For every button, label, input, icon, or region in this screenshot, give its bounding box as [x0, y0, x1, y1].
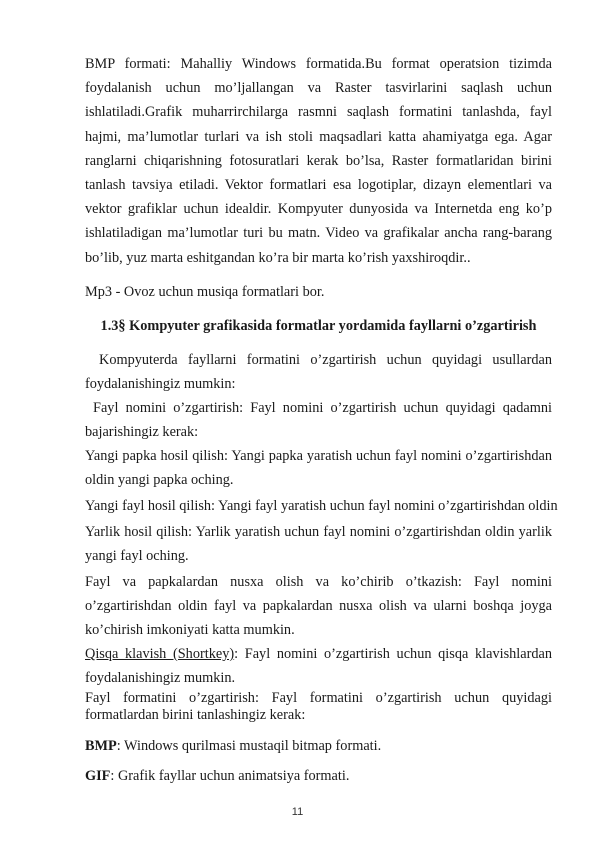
- hotkey-link[interactable]: Qisqa klavish (Shortkey): [85, 646, 235, 662]
- paragraph-new-file: Yangi fayl hosil qilish: Yangi fayl yaratish uchun fayl nomini o’zgartirishdan oldin: [85, 498, 558, 514]
- hotkey-text: : Fayl nomini o’zgartirish uchun qisqa klavishlardan foydalanishingiz mumkin.: [85, 646, 553, 687]
- paragraph-change-format: Fayl formatini o’zgartirish: Fayl formatini o’zgartirish uchun quyidagi formatlardan birini tanlashingiz kerak:: [85, 690, 552, 723]
- gif-description: : Grafik fayllar uchun animatsiya formati.: [110, 768, 350, 784]
- section-heading: 1.3§ Kompyuter grafikasida formatlar yordamida fayllarni o’zgartirish: [100, 318, 537, 334]
- paragraph-intro: Kompyuterda fayllarni formatini o’zgartirish uchun quyidagi usullardan foydalanishingiz mumkin:: [85, 352, 552, 393]
- paragraph-hotkey: [85, 642, 552, 690]
- gif-label: GIF: [85, 768, 111, 784]
- paragraph-gif-item: [85, 766, 552, 786]
- bmp-label: BMP: [85, 738, 117, 754]
- paragraph-shortcut: Yarlik hosil qilish: Yarlik yaratish uchun fayl nomini o’zgartirishdan oldin yarlik yangi fayl oching.: [85, 524, 552, 565]
- paragraph-rename: Fayl nomini o’zgartirish: Fayl nomini o’zgartirish uchun quyidagi qadamni bajarishingiz kerak:: [85, 400, 552, 441]
- paragraph-bmp-format: BMP formati: Mahalliy Windows formatida.Bu format operatsion tizimda foydalanish uchun mo’ljallangan va Raster tasvirlarini saqlash uchun ishlatiladi.Grafik muharrirchilarga rasmni saqlash formatini tanlashda, fayl hajmi, ma’lumotlar turlari va ish stoli maqsadlari katta ahamiyatga ega. Agar ranglarni chiqarishning fotosuratlari kerak bo’lsa, Raster formatlaridan birini tanlash tavsiya etiladi. Vektor formatlari esa logotiplar, dizayn elementlari va vektor grafiklar uchun idealdir. Kompyuter dunyosida va Internetda eng ko’p ishlatiladigan ma’lumotlar turi bu matn. Video va grafikalar ancha rang-barang bo’lib, yuz marta eshitgandan ko’ra bir marta ko’rish yaxshiroqdir..: [85, 56, 552, 266]
- page-number: 11: [291, 806, 304, 818]
- bmp-description: : Windows qurilmasi mustaqil bitmap formati.: [116, 738, 382, 754]
- paragraph-copy-move: Fayl va papkalardan nusxa olish va ko’chirib o’tkazish: Fayl nomini o’zgartirishdan oldin fayl va papkalardan nusxa olish va ularni boshqa joyga ko’chirish imkoniyati katta mumkin.: [85, 574, 552, 639]
- paragraph-bmp-item: [85, 736, 552, 756]
- paragraph-new-folder: Yangi papka hosil qilish: Yangi papka yaratish uchun fayl nomini o’zgartirishdan oldin yangi papka oching.: [85, 448, 552, 489]
- paragraph-mp3: Mp3 - Ovoz uchun musiqa formatlari bor.: [85, 284, 325, 300]
